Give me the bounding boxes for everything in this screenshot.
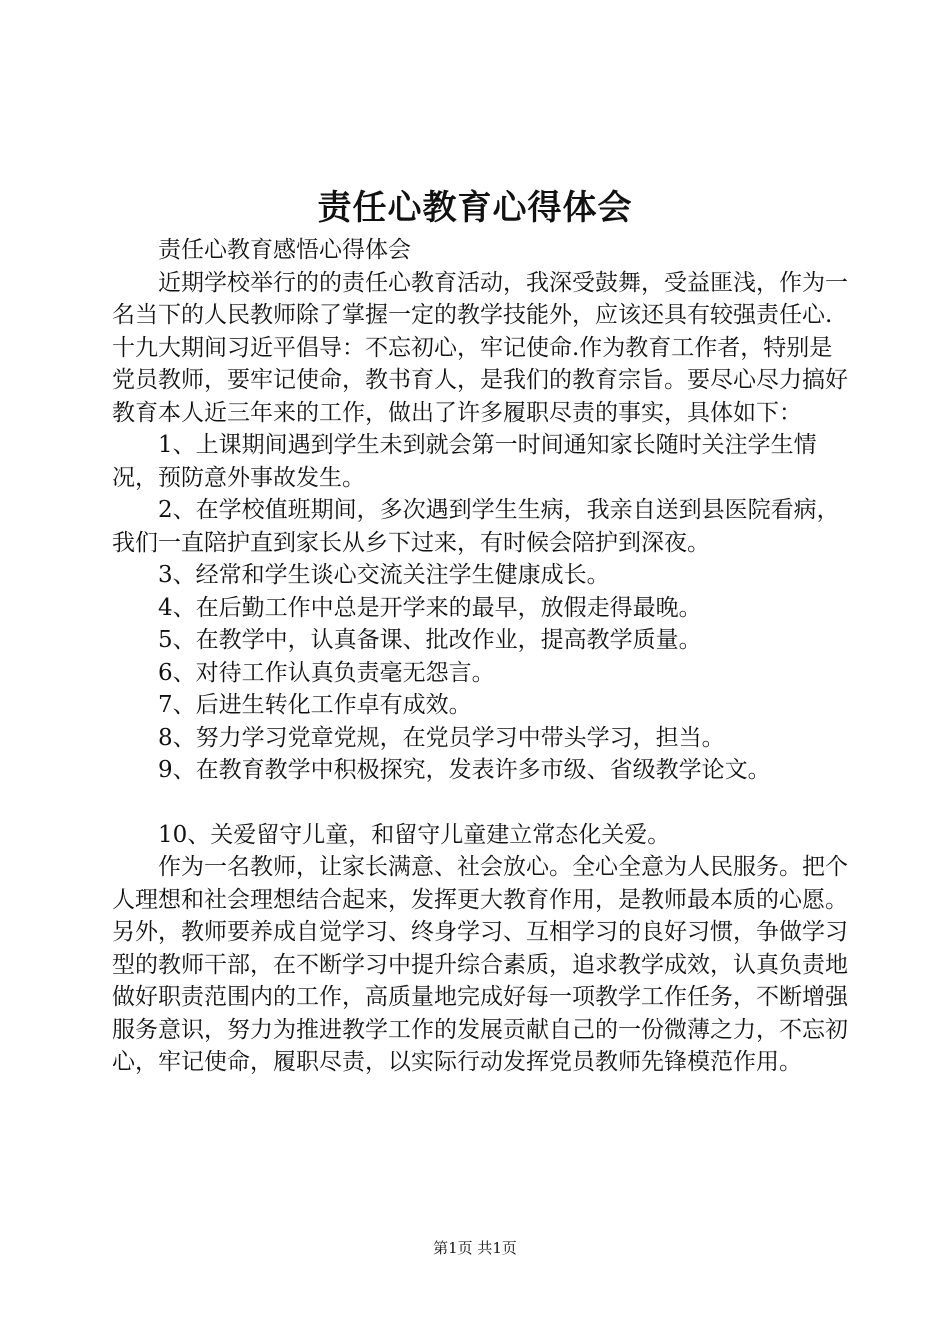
document-title: 责任心教育心得体会 — [317, 188, 633, 228]
page-footer: 第1页 共1页 — [433, 1239, 517, 1257]
list-item-6: 6、对待工作认真负责毫无怨言。 — [158, 659, 495, 686]
paragraph-intro: 近期学校举行的的责任心教育活动，我深受鼓舞，受益匪浅，作为一名当下的人民教师除了掌握一定的教学技能外，应该还具有较强责任心.十九大期间习近平倡导：不忘初心，牢记使命.作为教育工作者，特别是党员教师，要牢记使命，教书育人，是我们的教育宗旨。要尽心尽力搞好教育本人近三年来的工作，做出了许多履职尽责的事实，具体如下： — [112, 269, 848, 426]
list-item-2: 2、在学校值班期间，多次遇到学生生病，我亲自送到县医院看病，我们一直陪护直到家长从乡下过来，有时候会陪护到深夜。 — [112, 497, 840, 556]
list-item-3: 3、经常和学生谈心交流关注学生健康成长。 — [158, 562, 610, 588]
paragraph-conclusion: 作为一名教师，让家长满意、社会放心。全心全意为人民服务。把个人理想和社会理想结合起来，发挥更大教育作用，是教师最本质的心愿。另外，教师要养成自觉学习、终身学习、互相学习的良好习惯，争做学习型的教师干部，在不断学习中提升综合素质，追求教学成效，认真负责地做好职责范围内的工作，高质量地完成好每一项教学工作任务，不断增强服务意识，努力为推进教学工作的发展贡献自己的一份微薄之力，不忘初心，牢记使命，履职尽责，以实际行动发挥党员教师先锋模范作用。 — [112, 854, 848, 1075]
list-item-4: 4、在后勤工作中总是开学来的最早，放假走得最晚。 — [158, 594, 702, 621]
document-body — [112, 234, 852, 1079]
list-item-5: 5、在教学中，认真备课、批改作业，提高教学质量。 — [158, 627, 702, 653]
list-item-10: 10、关爱留守儿童，和留守儿童建立常态化关爱。 — [158, 821, 671, 848]
list-item-7: 7、后进生转化工作卓有成效。 — [158, 692, 472, 718]
paragraph-subtitle: 责任心教育感悟心得体会 — [158, 237, 411, 263]
list-item-1: 1、上课期间遇到学生未到就会第一时间通知家长随时关注学生情况，预防意外事故发生。 — [112, 432, 817, 491]
list-item-8: 8、努力学习党章党规，在党员学习中带头学习，担当。 — [158, 724, 725, 751]
list-item-9: 9、在教育教学中积极探究，发表许多市级、省级教学论文。 — [158, 757, 771, 783]
